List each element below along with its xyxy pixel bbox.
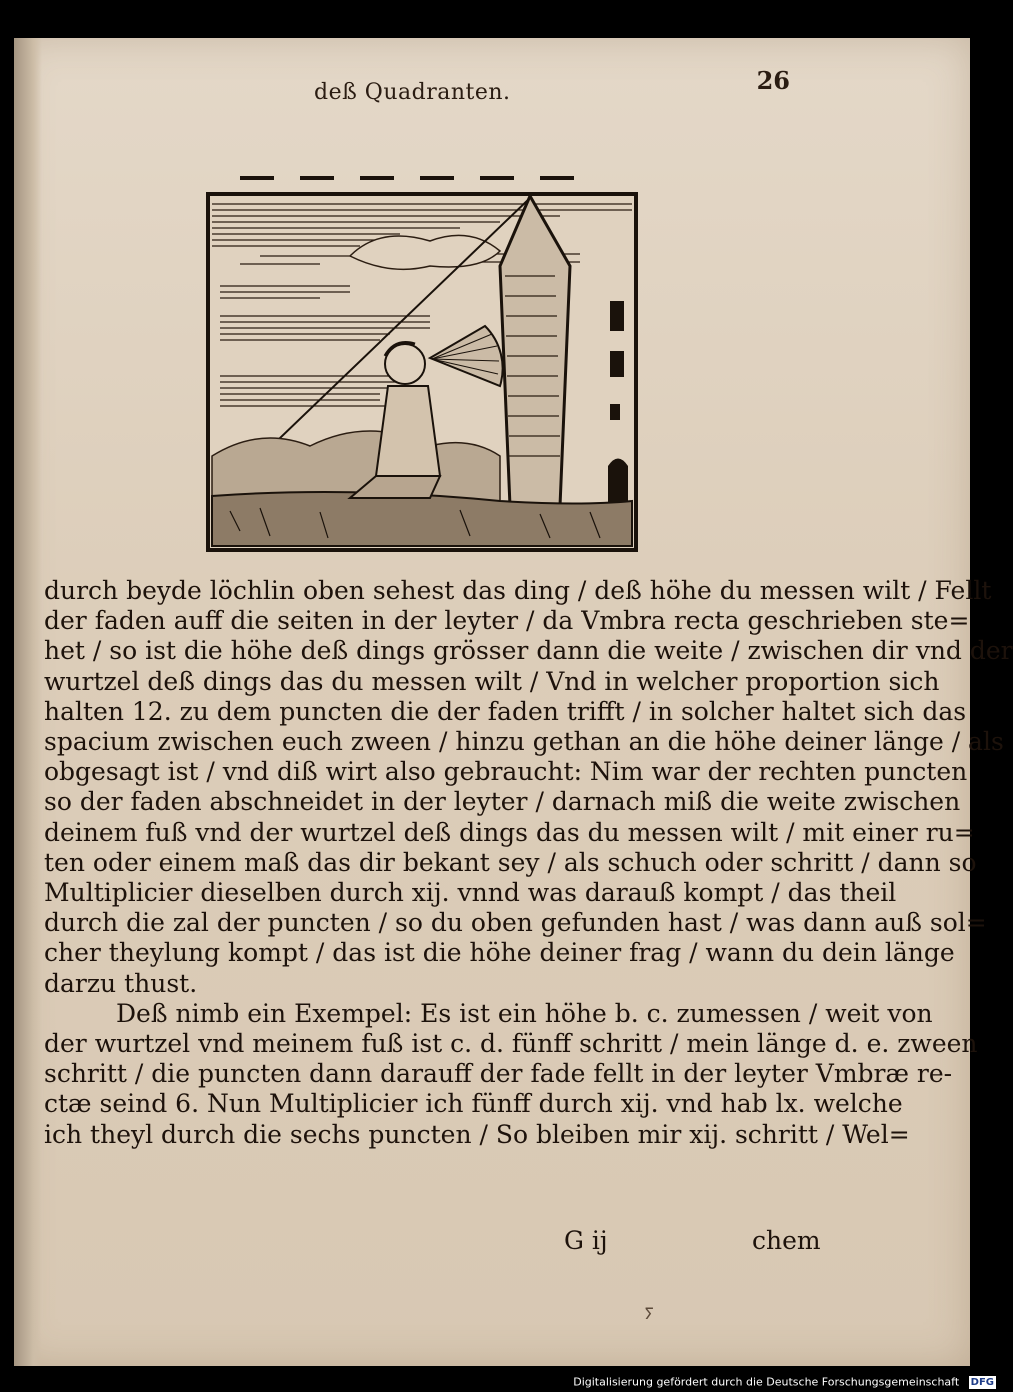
text-line: so der faden abschneidet in der leyter / darnach miß die weite zwischen: [44, 787, 961, 817]
text-line: wurtzel deß dings das du messen wilt / Vnd in welcher proportion sich: [44, 666, 940, 696]
page-gutter: [14, 38, 42, 1366]
text-line: ctæ seind 6. Nun Multiplicier ich fünff durch xij. vnd hab lx. welche: [44, 1089, 903, 1119]
woodcut-illustration: [200, 146, 650, 556]
text-line: het / so ist die höhe deß dings grösser dann die weite / zwischen dir vnd der: [44, 636, 1013, 666]
text-line: durch die zal der puncten / so du oben gefunden hast / was dann auß sol=: [44, 908, 987, 938]
text-line: spacium zwischen euch zween / hinzu gethan an die höhe deiner länge / als: [44, 727, 1004, 757]
text-line: deinem fuß vnd der wurtzel deß dings das du messen wilt / mit einer ru=: [44, 817, 975, 847]
ink-smudge: ⵢ: [644, 1304, 655, 1323]
text-line: der wurtzel vnd meinem fuß ist c. d. fünff schritt / mein länge d. e. zween: [44, 1029, 978, 1059]
text-line: Multiplicier dieselben durch xij. vnnd was darauß kompt / das theil: [44, 878, 897, 908]
text-line: ten oder einem maß das dir bekant sey / als schuch oder schritt / dann so: [44, 847, 977, 877]
text-line: schritt / die puncten dann darauff der fade fellt in der leyter Vmbræ re-: [44, 1059, 953, 1089]
running-header: deß Quadranten.: [314, 80, 511, 105]
signature-mark: G ij: [564, 1226, 608, 1255]
text-line: ich theyl durch die sechs puncten / So bleiben mir xij. schritt / Wel=: [44, 1119, 910, 1149]
text-line: darzu thust.: [44, 968, 198, 998]
text-line: Deß nimb ein Exempel: Es ist ein höhe b. c. zumessen / weit von: [116, 998, 933, 1028]
dfg-logo-icon: DFG: [970, 1376, 994, 1388]
text-line: halten 12. zu dem puncten die der faden trifft / in solcher haltet sich das: [44, 696, 967, 726]
funding-footer: [0, 1372, 1000, 1391]
text-line: obgesagt ist / vnd diß wirt also gebraucht: Nim war der rechten puncten: [44, 757, 968, 787]
text-line: durch beyde löchlin oben sehest das ding / deß höhe du messen wilt / Fellt: [44, 576, 992, 605]
page-number: 26: [756, 66, 790, 95]
text-line: der faden auff die seiten in der leyter / da Vmbra recta geschrieben ste=: [44, 606, 970, 636]
main-text: [44, 576, 1013, 1150]
catchword: chem: [752, 1226, 821, 1255]
footer-text: Digitalisierung gefördert durch die Deutsche Forschungsgemeinschaft: [573, 1375, 960, 1389]
text-line: cher theylung kompt / das ist die höhe deiner frag / wann du dein länge: [44, 938, 955, 968]
book-page: [14, 38, 1013, 1366]
